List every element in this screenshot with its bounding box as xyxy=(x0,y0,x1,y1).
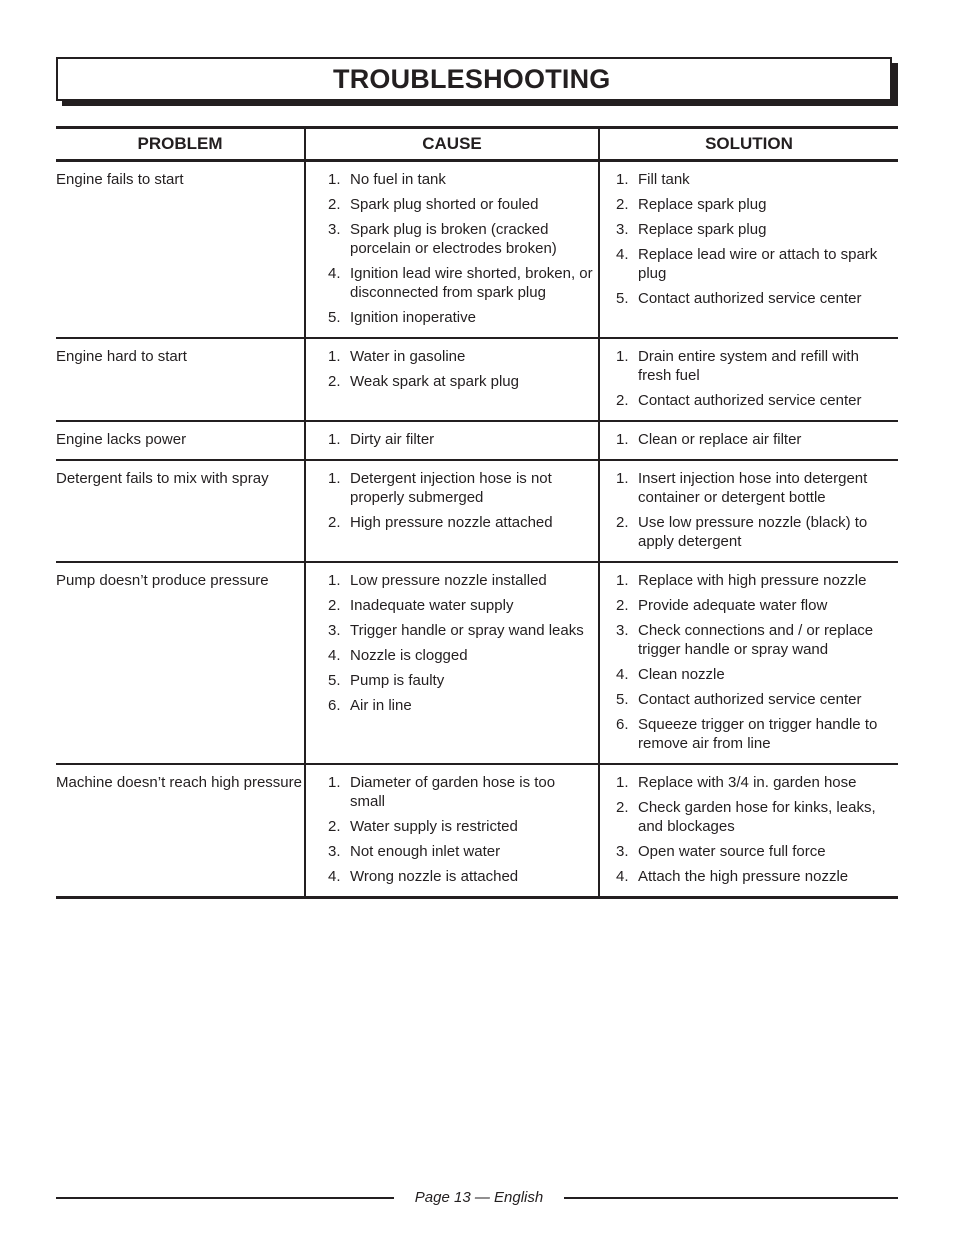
cause-item-number: 5. xyxy=(328,309,341,326)
cause-item xyxy=(306,372,598,391)
solution-item xyxy=(600,195,898,214)
cause-item-number: 4. xyxy=(328,265,341,282)
cause-item xyxy=(306,842,598,861)
page-footer: Page 13 — English xyxy=(414,1189,544,1206)
cause-list xyxy=(306,571,598,715)
cause-item xyxy=(306,469,598,507)
problem-cell: Pump doesn’t produce pressure xyxy=(56,562,305,764)
cause-item-text: High pressure nozzle attached xyxy=(350,514,553,531)
solution-item-number: 2. xyxy=(616,392,629,409)
cause-item-text: Trigger handle or spray wand leaks xyxy=(350,622,584,639)
solution-item-number: 2. xyxy=(616,196,629,213)
cause-item xyxy=(306,264,598,302)
cause-item-number: 4. xyxy=(328,647,341,664)
solution-list xyxy=(600,773,898,886)
cause-item xyxy=(306,308,598,327)
cause-item-number: 2. xyxy=(328,597,341,614)
solution-item xyxy=(600,289,898,308)
footer-rule-right xyxy=(564,1197,898,1199)
cause-cell xyxy=(305,562,599,764)
solution-item-text: Squeeze trigger on trigger handle to remove air from line xyxy=(638,716,878,752)
cause-item-text: Detergent injection hose is not properly submerged xyxy=(350,470,552,506)
troubleshooting-table xyxy=(56,126,898,899)
solution-item xyxy=(600,170,898,189)
footer-rule-left xyxy=(56,1197,394,1199)
cause-list xyxy=(306,170,598,327)
solution-item-number: 4. xyxy=(616,868,629,885)
solution-item-text: Drain entire system and refill with fresh fuel xyxy=(638,348,859,384)
solution-item xyxy=(600,513,898,551)
table-row xyxy=(56,460,898,562)
solution-item-number: 3. xyxy=(616,622,629,639)
solution-item xyxy=(600,773,898,792)
solution-item-text: Contact authorized service center xyxy=(638,290,862,307)
solution-cell xyxy=(599,338,898,421)
cause-item-number: 1. xyxy=(328,171,341,188)
solution-item-number: 1. xyxy=(616,171,629,188)
cause-item-number: 3. xyxy=(328,622,341,639)
problem-cell: Engine hard to start xyxy=(56,338,305,421)
solution-cell xyxy=(599,161,898,339)
cause-item-text: Nozzle is clogged xyxy=(350,647,468,664)
cause-cell xyxy=(305,338,599,421)
table-row xyxy=(56,421,898,460)
cause-item-number: 2. xyxy=(328,514,341,531)
cause-item-number: 1. xyxy=(328,431,341,448)
cause-cell xyxy=(305,764,599,898)
solution-item xyxy=(600,347,898,385)
cause-item-text: Ignition inoperative xyxy=(350,309,476,326)
solution-item-text: Use low pressure nozzle (black) to apply detergent xyxy=(638,514,868,550)
solution-item-text: Insert injection hose into detergent container or detergent bottle xyxy=(638,470,868,506)
cause-item xyxy=(306,220,598,258)
solution-item xyxy=(600,391,898,410)
solution-item-number: 5. xyxy=(616,290,629,307)
solution-item xyxy=(600,842,898,861)
solution-item-text: Contact authorized service center xyxy=(638,691,862,708)
cause-list xyxy=(306,773,598,886)
solution-list xyxy=(600,347,898,410)
cause-item xyxy=(306,646,598,665)
cause-item xyxy=(306,170,598,189)
problem-cell: Engine lacks power xyxy=(56,421,305,460)
title-box xyxy=(56,57,892,101)
solution-item xyxy=(600,469,898,507)
table-row xyxy=(56,764,898,898)
solution-item-text: Replace spark plug xyxy=(638,221,767,238)
cause-item-text: Air in line xyxy=(350,697,412,714)
cause-item-text: Weak spark at spark plug xyxy=(350,373,519,390)
cause-item-text: Dirty air filter xyxy=(350,431,435,448)
cause-cell xyxy=(305,421,599,460)
header-cause: CAUSE xyxy=(305,128,599,161)
cause-item-number: 5. xyxy=(328,672,341,689)
cause-item-text: No fuel in tank xyxy=(350,171,446,188)
solution-item-text: Attach the high pressure nozzle xyxy=(638,868,849,885)
cause-item-number: 1. xyxy=(328,774,341,791)
solution-list xyxy=(600,469,898,551)
cause-item xyxy=(306,696,598,715)
cause-item-text: Not enough inlet water xyxy=(350,843,501,860)
cause-item-number: 3. xyxy=(328,221,341,238)
solution-item xyxy=(600,430,898,449)
cause-item-text: Water in gasoline xyxy=(350,348,466,365)
cause-item-text: Pump is faulty xyxy=(350,672,445,689)
cause-item xyxy=(306,621,598,640)
cause-cell xyxy=(305,161,599,339)
page-title: TROUBLESHOOTING xyxy=(333,64,611,94)
cause-item xyxy=(306,596,598,615)
solution-item-number: 1. xyxy=(616,348,629,365)
solution-item-number: 5. xyxy=(616,691,629,708)
solution-item xyxy=(600,571,898,590)
solution-cell xyxy=(599,460,898,562)
cause-cell xyxy=(305,460,599,562)
header-solution: SOLUTION xyxy=(599,128,898,161)
solution-item xyxy=(600,798,898,836)
cause-item-text: Wrong nozzle is attached xyxy=(350,868,519,885)
cause-item-text: Low pressure nozzle installed xyxy=(350,572,547,589)
solution-item-text: Clean or replace air filter xyxy=(638,431,802,448)
solution-cell xyxy=(599,421,898,460)
solution-item xyxy=(600,621,898,659)
solution-item-text: Open water source full force xyxy=(638,843,826,860)
cause-item xyxy=(306,513,598,532)
problem-cell: Machine doesn’t reach high pressure xyxy=(56,764,305,898)
solution-item xyxy=(600,220,898,239)
solution-item-number: 4. xyxy=(616,666,629,683)
cause-item-text: Diameter of garden hose is too small xyxy=(350,774,556,810)
solution-item xyxy=(600,245,898,283)
solution-item-number: 3. xyxy=(616,843,629,860)
solution-item-text: Provide adequate water flow xyxy=(638,597,828,614)
solution-item xyxy=(600,715,898,753)
cause-item-number: 2. xyxy=(328,196,341,213)
solution-item-text: Fill tank xyxy=(638,171,690,188)
cause-item-number: 4. xyxy=(328,868,341,885)
cause-item-text: Inadequate water supply xyxy=(350,597,514,614)
table-row xyxy=(56,338,898,421)
solution-item-text: Replace lead wire or attach to spark plug xyxy=(638,246,878,282)
solution-item-number: 2. xyxy=(616,799,629,816)
solution-item-number: 1. xyxy=(616,431,629,448)
solution-item-number: 2. xyxy=(616,514,629,531)
cause-item-number: 1. xyxy=(328,572,341,589)
cause-item-text: Spark plug shorted or fouled xyxy=(350,196,539,213)
solution-item-number: 1. xyxy=(616,774,629,791)
cause-item xyxy=(306,347,598,366)
cause-item xyxy=(306,571,598,590)
cause-item-text: Water supply is restricted xyxy=(350,818,518,835)
solution-item-text: Check connections and / or replace trigger handle or spray wand xyxy=(638,622,874,658)
table-body xyxy=(56,161,898,898)
cause-list xyxy=(306,430,598,449)
table-row xyxy=(56,161,898,339)
cause-item xyxy=(306,773,598,811)
solution-item-text: Replace spark plug xyxy=(638,196,767,213)
cause-item xyxy=(306,671,598,690)
solution-item-number: 1. xyxy=(616,572,629,589)
cause-item-text: Ignition lead wire shorted, broken, or disconnected from spark plug xyxy=(350,265,593,301)
cause-item xyxy=(306,195,598,214)
solution-item xyxy=(600,690,898,709)
cause-item xyxy=(306,817,598,836)
problem-cell: Engine fails to start xyxy=(56,161,305,339)
solution-cell xyxy=(599,764,898,898)
problem-cell: Detergent fails to mix with spray xyxy=(56,460,305,562)
cause-item-number: 1. xyxy=(328,470,341,487)
solution-item xyxy=(600,665,898,684)
cause-list xyxy=(306,469,598,532)
table-row xyxy=(56,562,898,764)
solution-cell xyxy=(599,562,898,764)
solution-item-number: 3. xyxy=(616,221,629,238)
cause-item-number: 2. xyxy=(328,373,341,390)
solution-list xyxy=(600,571,898,753)
cause-item-text: Spark plug is broken (cracked porcelain or electrodes broken) xyxy=(350,221,557,257)
solution-item-text: Clean nozzle xyxy=(638,666,725,683)
solution-item-text: Check garden hose for kinks, leaks, and blockages xyxy=(638,799,876,835)
solution-item-number: 2. xyxy=(616,597,629,614)
solution-item xyxy=(600,596,898,615)
solution-item-text: Replace with high pressure nozzle xyxy=(638,572,867,589)
cause-item-number: 6. xyxy=(328,697,341,714)
solution-item-number: 4. xyxy=(616,246,629,263)
solution-item-text: Contact authorized service center xyxy=(638,392,862,409)
solution-list xyxy=(600,430,898,449)
cause-item xyxy=(306,430,598,449)
table-header-row xyxy=(56,128,898,161)
cause-item-number: 3. xyxy=(328,843,341,860)
solution-list xyxy=(600,170,898,308)
solution-item-number: 6. xyxy=(616,716,629,733)
cause-list xyxy=(306,347,598,391)
cause-item xyxy=(306,867,598,886)
cause-item-number: 1. xyxy=(328,348,341,365)
solution-item-text: Replace with 3/4 in. garden hose xyxy=(638,774,857,791)
header-problem: PROBLEM xyxy=(56,128,305,161)
solution-item xyxy=(600,867,898,886)
solution-item-number: 1. xyxy=(616,470,629,487)
cause-item-number: 2. xyxy=(328,818,341,835)
